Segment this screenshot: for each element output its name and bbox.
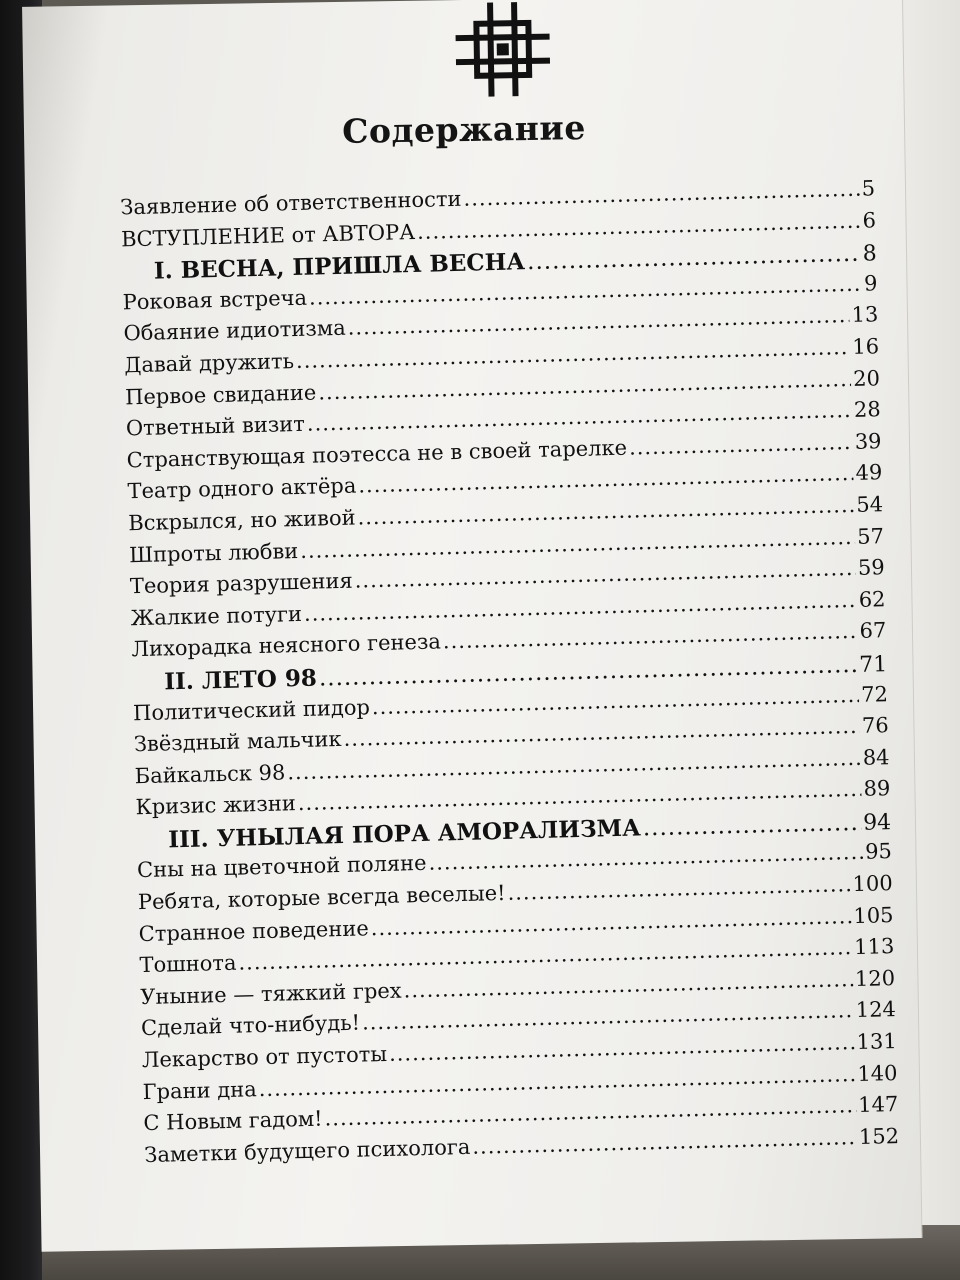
page-title: Содержание — [341, 108, 587, 151]
toc-page-number: 13 — [851, 302, 879, 328]
toc-entry-title: Жалкие потуги — [130, 601, 303, 630]
toc-page-number: 100 — [852, 871, 893, 897]
toc-page-number: 59 — [857, 555, 885, 580]
toc-entry-title: Заявление об ответственности — [120, 186, 462, 220]
toc-entry-title: I. ВЕСНА, ПРИШЛА ВЕСНА — [153, 248, 526, 285]
dot-leader — [629, 430, 853, 460]
toc-page-number: 20 — [852, 365, 881, 391]
toc-entry-title: Лекарство от пустоты — [141, 1041, 388, 1073]
toc-page-number: 94 — [862, 809, 892, 836]
dot-leader — [642, 810, 861, 842]
toc-entry-title: Кризис жизни — [135, 791, 297, 820]
toc-page-number: 152 — [858, 1123, 900, 1149]
toc-page-number: 140 — [857, 1060, 898, 1086]
toc-page-number: 57 — [856, 523, 885, 549]
toc-page-number: 39 — [854, 428, 882, 454]
toc-entry-title: Первое свидание — [124, 380, 317, 409]
toc-page-number: 54 — [856, 492, 884, 517]
toc-entry-title: II. ЛЕТО 98 — [164, 664, 318, 696]
toc-page-number: 147 — [857, 1092, 899, 1118]
toc-page-number: 131 — [856, 1029, 897, 1055]
toc-page-number: 105 — [853, 902, 894, 928]
toc-entry-title: ВСТУПЛЕНИЕ от АВТОРА — [120, 219, 416, 251]
toc-entry-title: С Новым гадом! — [143, 1106, 323, 1136]
dot-leader — [527, 241, 861, 275]
lattice-cross-emblem-icon — [454, 1, 551, 98]
toc-page-number: 76 — [861, 713, 889, 738]
toc-entry-title: Лихорадка неясного генеза — [131, 629, 442, 662]
toc-page-number: 16 — [852, 334, 880, 359]
toc-page-number: 89 — [863, 776, 891, 802]
toc-page-number: 62 — [858, 586, 886, 612]
toc-entry-title: Тошнота — [139, 950, 237, 978]
toc-entry-title: Заметки будущего психолога — [144, 1134, 471, 1167]
toc-entry-title: Сны на цветочной поляне — [136, 851, 427, 883]
toc-page-number: 71 — [858, 652, 888, 678]
toc-entry-title: Роковая встреча — [122, 285, 308, 315]
toc-page-number: 95 — [864, 839, 893, 865]
toc-entry-title: Уныние — тяжкий грех — [140, 978, 402, 1009]
toc-entry-title: Байкальск 98 — [134, 760, 286, 788]
toc-entry-title: Звёздный мальчик — [133, 727, 342, 757]
dot-leader — [463, 177, 860, 211]
toc-entry-title: Обаяние идиотизма — [123, 316, 346, 346]
toc-entry-title: Вскрылся, но живой — [128, 505, 356, 536]
toc-page-number: 8 — [862, 241, 878, 267]
toc-page-number: 120 — [854, 965, 896, 991]
book-page — [22, 0, 922, 1252]
toc-page-number: 5 — [861, 176, 876, 201]
toc-page-number: 113 — [853, 934, 895, 960]
toc-page-number: 49 — [855, 460, 883, 486]
toc-page-number: 67 — [859, 618, 887, 644]
toc-entry-title: Теория разрушения — [129, 568, 354, 599]
toc-entry-title: Ответный визит — [125, 411, 306, 441]
toc-entry-title: Сделай что-нибудь! — [140, 1011, 361, 1041]
toc-page-number: 9 — [863, 271, 878, 296]
toc-entry-title: Странствующая поэтесса не в своей тарелке — [126, 435, 628, 473]
toc-page-number: 6 — [862, 207, 877, 233]
toc-page-number: 72 — [860, 681, 889, 707]
toc-page-number: 28 — [853, 397, 881, 423]
toc-entry-title: Ребята, которые всегда веселые! — [137, 880, 506, 915]
toc-entry-title: Шпроты любви — [128, 538, 299, 567]
toc-entry-title: Грани дна — [142, 1076, 257, 1104]
toc-entry-title: Театр одного актёра — [127, 473, 357, 504]
toc-entry-title: Давай дружить — [124, 349, 295, 378]
toc-page-number: 84 — [862, 744, 890, 770]
toc-entry-title: Политический пидор — [132, 694, 371, 725]
toc-entry-title: III. УНЫЛАЯ ПОРА АМОРАЛИЗМА — [168, 814, 642, 854]
toc-entry-title: Странное поведение — [138, 916, 370, 946]
table-of-contents — [120, 176, 900, 1174]
toc-page-number: 124 — [855, 997, 897, 1023]
